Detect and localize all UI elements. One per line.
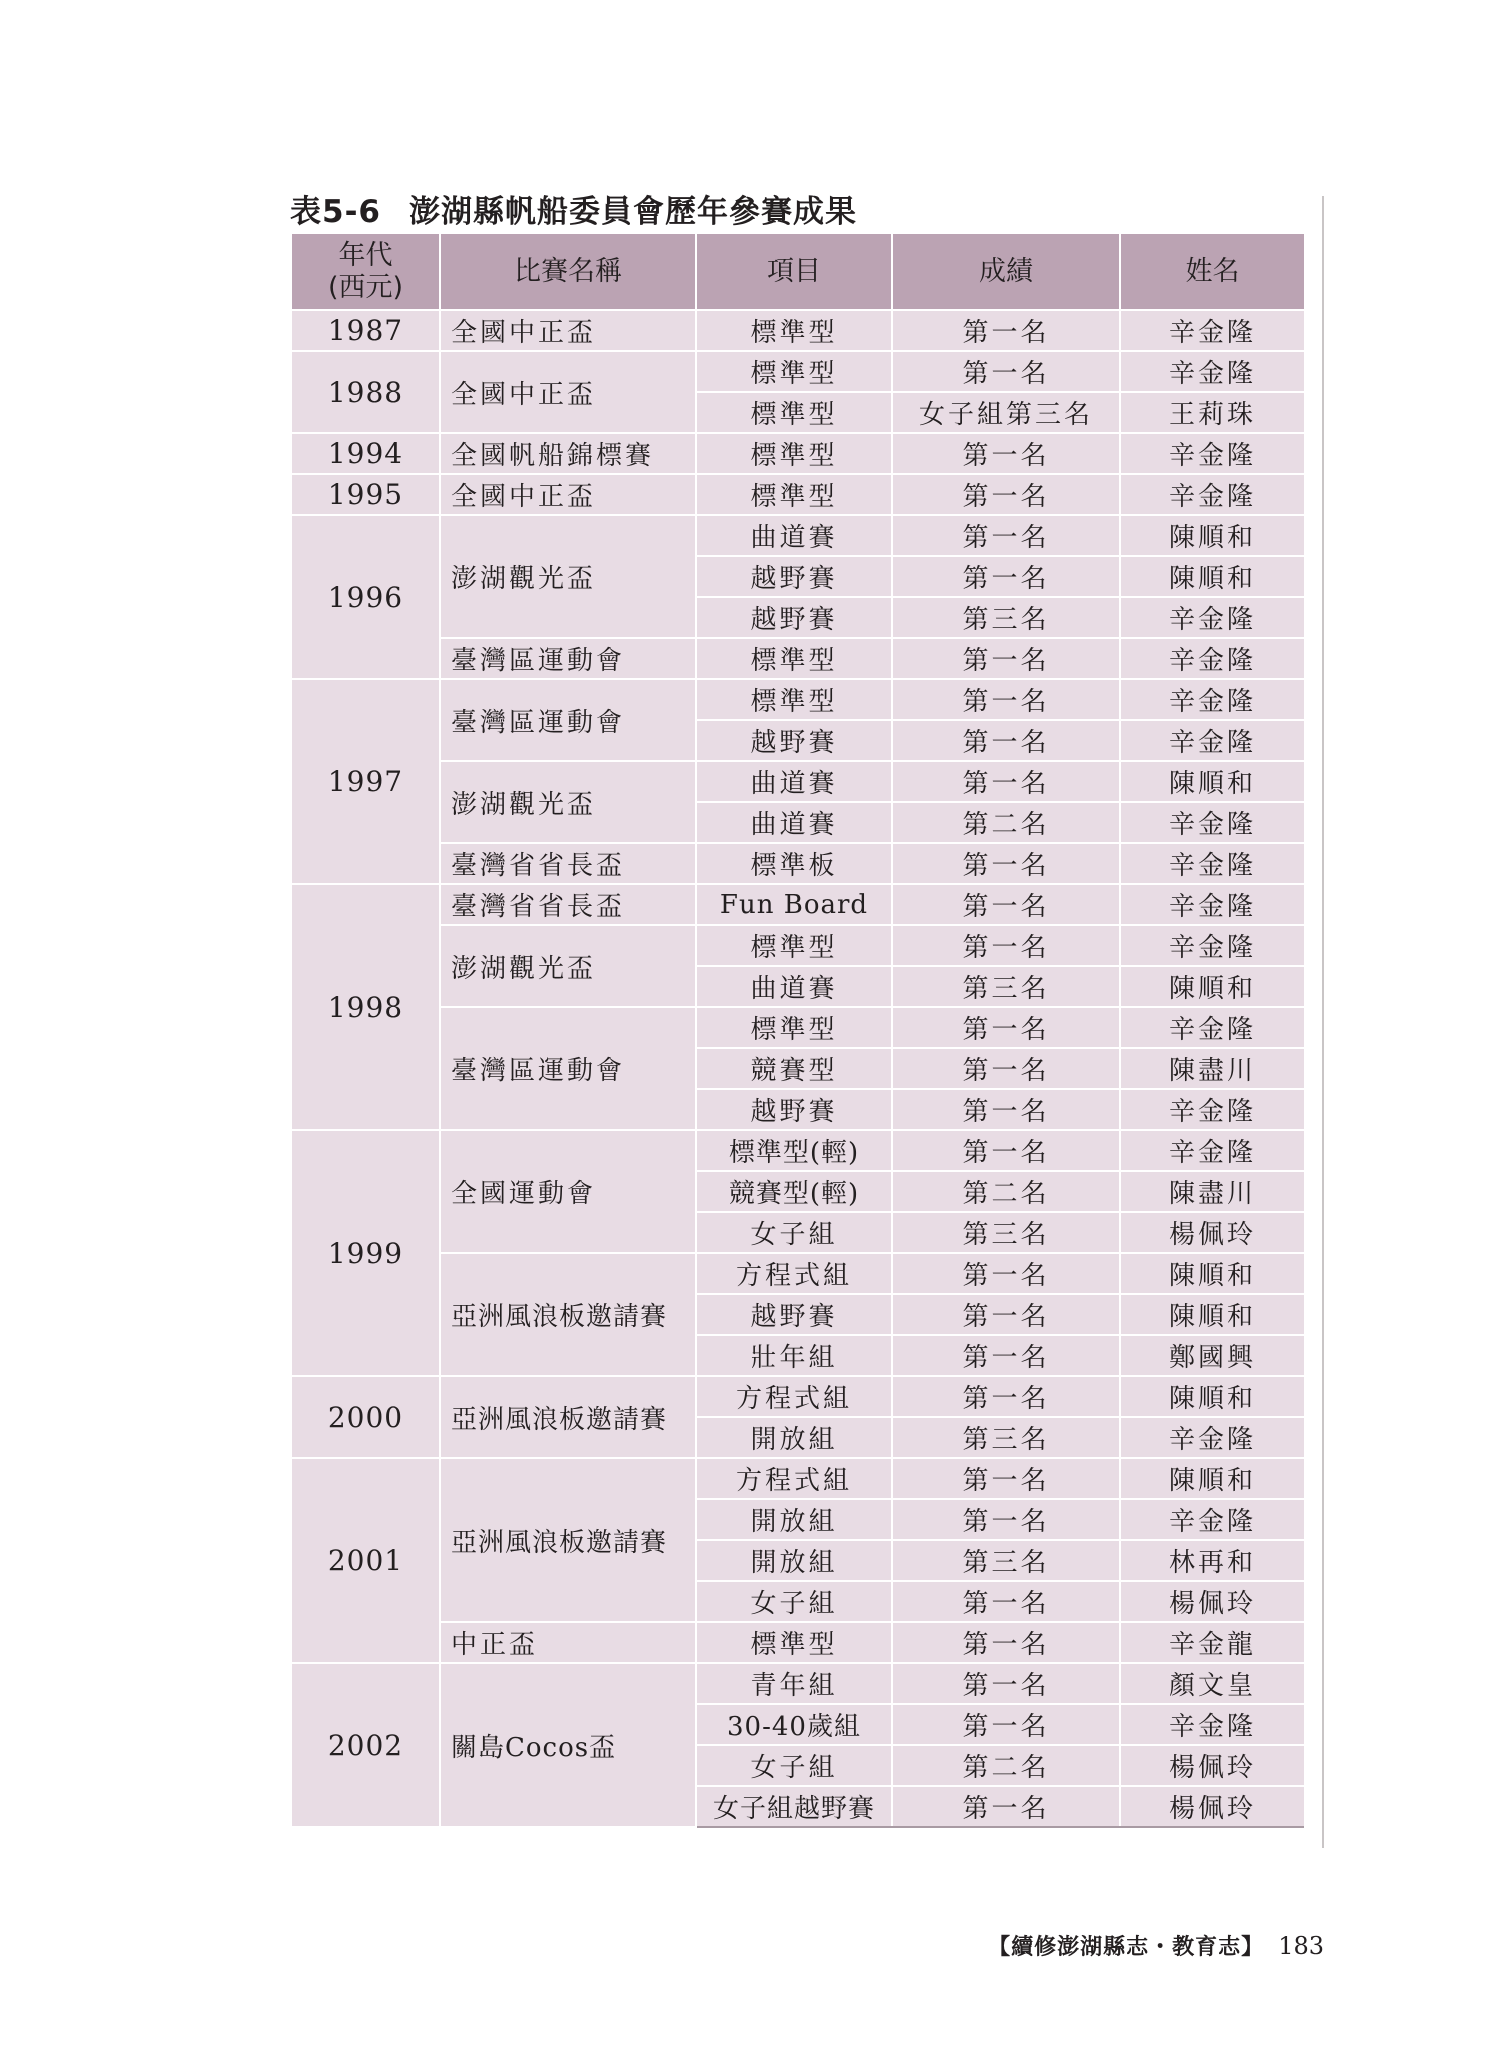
event-cell: 全國中正盃 xyxy=(440,474,696,515)
result-cell: 第一名 xyxy=(892,1458,1120,1499)
table-row xyxy=(292,474,1304,515)
result-cell: 第二名 xyxy=(892,1745,1120,1786)
item-cell: 標準型(輕) xyxy=(696,1130,892,1171)
item-cell: 競賽型 xyxy=(696,1048,892,1089)
event-cell: 臺灣省省長盃 xyxy=(440,884,696,925)
name-cell: 陳順和 xyxy=(1120,515,1304,556)
item-cell: 標準型 xyxy=(696,638,892,679)
item-cell: 標準型 xyxy=(696,1622,892,1663)
result-cell: 女子組第三名 xyxy=(892,392,1120,433)
name-cell: 辛金隆 xyxy=(1120,1499,1304,1540)
name-cell: 辛金隆 xyxy=(1120,679,1304,720)
year-cell: 1995 xyxy=(292,474,440,515)
name-cell: 楊佩玲 xyxy=(1120,1581,1304,1622)
year-cell: 1998 xyxy=(292,884,440,1130)
item-cell: 越野賽 xyxy=(696,720,892,761)
margin-rule xyxy=(1322,196,1324,1848)
name-cell: 辛金隆 xyxy=(1120,351,1304,392)
result-cell: 第一名 xyxy=(892,1704,1120,1745)
name-cell: 辛金隆 xyxy=(1120,1130,1304,1171)
result-cell: 第一名 xyxy=(892,1089,1120,1130)
table-row xyxy=(292,843,1304,884)
result-cell: 第三名 xyxy=(892,1417,1120,1458)
result-cell: 第一名 xyxy=(892,310,1120,351)
result-cell: 第一名 xyxy=(892,1335,1120,1376)
result-cell: 第一名 xyxy=(892,638,1120,679)
item-cell: 標準型 xyxy=(696,925,892,966)
name-cell: 辛金隆 xyxy=(1120,720,1304,761)
event-cell: 澎湖觀光盃 xyxy=(440,761,696,843)
table-row xyxy=(292,925,1304,966)
result-cell: 第一名 xyxy=(892,474,1120,515)
result-cell: 第一名 xyxy=(892,925,1120,966)
result-cell: 第一名 xyxy=(892,515,1120,556)
name-cell: 辛金隆 xyxy=(1120,310,1304,351)
result-cell: 第一名 xyxy=(892,843,1120,884)
table-row xyxy=(292,351,1304,392)
result-cell: 第一名 xyxy=(892,1130,1120,1171)
table-row xyxy=(292,515,1304,556)
name-cell: 辛金隆 xyxy=(1120,884,1304,925)
item-cell: 方程式組 xyxy=(696,1458,892,1499)
event-cell: 全國帆船錦標賽 xyxy=(440,433,696,474)
name-cell: 陳順和 xyxy=(1120,966,1304,1007)
table-row xyxy=(292,679,1304,720)
table-row xyxy=(292,638,1304,679)
item-cell: 越野賽 xyxy=(696,1294,892,1335)
header-item: 項目 xyxy=(696,234,892,310)
item-cell: 開放組 xyxy=(696,1540,892,1581)
event-cell: 關島Cocos盃 xyxy=(440,1663,696,1827)
event-cell: 亞洲風浪板邀請賽 xyxy=(440,1376,696,1458)
name-cell: 陳順和 xyxy=(1120,1294,1304,1335)
item-cell: 女子組 xyxy=(696,1745,892,1786)
item-cell: 壯年組 xyxy=(696,1335,892,1376)
event-cell: 全國中正盃 xyxy=(440,351,696,433)
name-cell: 王莉珠 xyxy=(1120,392,1304,433)
table-row xyxy=(292,761,1304,802)
name-cell: 顏文皇 xyxy=(1120,1663,1304,1704)
year-cell: 1999 xyxy=(292,1130,440,1376)
result-cell: 第一名 xyxy=(892,1581,1120,1622)
result-cell: 第一名 xyxy=(892,1007,1120,1048)
event-cell: 臺灣區運動會 xyxy=(440,638,696,679)
name-cell: 辛金龍 xyxy=(1120,1622,1304,1663)
header-result: 成績 xyxy=(892,234,1120,310)
header-year: 年代 (西元) xyxy=(292,234,440,310)
item-cell: 標準型 xyxy=(696,474,892,515)
name-cell: 辛金隆 xyxy=(1120,802,1304,843)
event-cell: 亞洲風浪板邀請賽 xyxy=(440,1458,696,1622)
item-cell: 越野賽 xyxy=(696,556,892,597)
table-number: 表5-6 xyxy=(290,194,382,230)
year-cell: 1987 xyxy=(292,310,440,351)
result-cell: 第二名 xyxy=(892,1171,1120,1212)
item-cell: 競賽型(輕) xyxy=(696,1171,892,1212)
table-row xyxy=(292,1458,1304,1499)
result-cell: 第一名 xyxy=(892,761,1120,802)
result-cell: 第一名 xyxy=(892,433,1120,474)
name-cell: 陳順和 xyxy=(1120,1376,1304,1417)
name-cell: 楊佩玲 xyxy=(1120,1745,1304,1786)
name-cell: 辛金隆 xyxy=(1120,843,1304,884)
result-cell: 第一名 xyxy=(892,1663,1120,1704)
item-cell: 曲道賽 xyxy=(696,802,892,843)
item-cell: 曲道賽 xyxy=(696,966,892,1007)
item-cell: 越野賽 xyxy=(696,597,892,638)
year-cell: 2001 xyxy=(292,1458,440,1663)
item-cell: 標準型 xyxy=(696,310,892,351)
item-cell: 女子組 xyxy=(696,1581,892,1622)
item-cell: 方程式組 xyxy=(696,1253,892,1294)
result-cell: 第二名 xyxy=(892,802,1120,843)
header-name: 姓名 xyxy=(1120,234,1304,310)
table-row xyxy=(292,1663,1304,1704)
event-cell: 臺灣省省長盃 xyxy=(440,843,696,884)
result-cell: 第一名 xyxy=(892,556,1120,597)
event-cell: 全國中正盃 xyxy=(440,310,696,351)
item-cell: 女子組 xyxy=(696,1212,892,1253)
name-cell: 辛金隆 xyxy=(1120,925,1304,966)
event-cell: 臺灣區運動會 xyxy=(440,679,696,761)
result-cell: 第一名 xyxy=(892,720,1120,761)
table-row xyxy=(292,1253,1304,1294)
event-cell: 澎湖觀光盃 xyxy=(440,515,696,638)
result-cell: 第一名 xyxy=(892,1376,1120,1417)
item-cell: 越野賽 xyxy=(696,1089,892,1130)
year-cell: 2002 xyxy=(292,1663,440,1827)
name-cell: 辛金隆 xyxy=(1120,638,1304,679)
item-cell: 女子組越野賽 xyxy=(696,1786,892,1827)
item-cell: 30-40歲組 xyxy=(696,1704,892,1745)
event-cell: 亞洲風浪板邀請賽 xyxy=(440,1253,696,1376)
table-row xyxy=(292,310,1304,351)
name-cell: 辛金隆 xyxy=(1120,1007,1304,1048)
name-cell: 楊佩玲 xyxy=(1120,1212,1304,1253)
name-cell: 楊佩玲 xyxy=(1120,1786,1304,1827)
result-cell: 第三名 xyxy=(892,1540,1120,1581)
item-cell: 曲道賽 xyxy=(696,761,892,802)
name-cell: 陳順和 xyxy=(1120,761,1304,802)
name-cell: 陳順和 xyxy=(1120,556,1304,597)
year-cell: 1988 xyxy=(292,351,440,433)
page-footer xyxy=(988,1930,1324,1961)
item-cell: 曲道賽 xyxy=(696,515,892,556)
table-row xyxy=(292,1007,1304,1048)
event-cell: 中正盃 xyxy=(440,1622,696,1663)
name-cell: 辛金隆 xyxy=(1120,597,1304,638)
table-caption xyxy=(290,186,857,231)
result-cell: 第一名 xyxy=(892,351,1120,392)
item-cell: 方程式組 xyxy=(696,1376,892,1417)
item-cell: 標準板 xyxy=(696,843,892,884)
result-cell: 第三名 xyxy=(892,597,1120,638)
item-cell: 青年組 xyxy=(696,1663,892,1704)
result-cell: 第一名 xyxy=(892,1786,1120,1827)
item-cell: 標準型 xyxy=(696,1007,892,1048)
item-cell: 標準型 xyxy=(696,679,892,720)
result-cell: 第三名 xyxy=(892,966,1120,1007)
name-cell: 林再和 xyxy=(1120,1540,1304,1581)
table-row xyxy=(292,1376,1304,1417)
year-cell: 1997 xyxy=(292,679,440,884)
name-cell: 陳盡川 xyxy=(1120,1048,1304,1089)
result-cell: 第一名 xyxy=(892,1294,1120,1335)
name-cell: 陳盡川 xyxy=(1120,1171,1304,1212)
event-cell: 全國運動會 xyxy=(440,1130,696,1253)
name-cell: 陳順和 xyxy=(1120,1458,1304,1499)
result-cell: 第一名 xyxy=(892,1499,1120,1540)
name-cell: 辛金隆 xyxy=(1120,1089,1304,1130)
table-row xyxy=(292,1130,1304,1171)
item-cell: 標準型 xyxy=(696,392,892,433)
table-title: 澎湖縣帆船委員會歷年參賽成果 xyxy=(409,194,858,230)
name-cell: 辛金隆 xyxy=(1120,1417,1304,1458)
result-cell: 第一名 xyxy=(892,1253,1120,1294)
name-cell: 陳順和 xyxy=(1120,1253,1304,1294)
results-table xyxy=(292,234,1304,1828)
table-row xyxy=(292,1622,1304,1663)
name-cell: 辛金隆 xyxy=(1120,474,1304,515)
item-cell: Fun Board xyxy=(696,884,892,925)
name-cell: 辛金隆 xyxy=(1120,433,1304,474)
result-cell: 第一名 xyxy=(892,884,1120,925)
result-cell: 第一名 xyxy=(892,1622,1120,1663)
name-cell: 辛金隆 xyxy=(1120,1704,1304,1745)
name-cell: 鄭國興 xyxy=(1120,1335,1304,1376)
table-row xyxy=(292,884,1304,925)
header-event: 比賽名稱 xyxy=(440,234,696,310)
event-cell: 澎湖觀光盃 xyxy=(440,925,696,1007)
year-cell: 1996 xyxy=(292,515,440,679)
item-cell: 標準型 xyxy=(696,433,892,474)
header-row xyxy=(292,234,1304,310)
book-title: 【續修澎湖縣志・教育志】 xyxy=(988,1934,1265,1960)
result-cell: 第三名 xyxy=(892,1212,1120,1253)
page-number: 183 xyxy=(1278,1932,1324,1960)
item-cell: 標準型 xyxy=(696,351,892,392)
result-cell: 第一名 xyxy=(892,1048,1120,1089)
year-cell: 1994 xyxy=(292,433,440,474)
table-row xyxy=(292,433,1304,474)
result-cell: 第一名 xyxy=(892,679,1120,720)
event-cell: 臺灣區運動會 xyxy=(440,1007,696,1130)
item-cell: 開放組 xyxy=(696,1499,892,1540)
item-cell: 開放組 xyxy=(696,1417,892,1458)
year-cell: 2000 xyxy=(292,1376,440,1458)
